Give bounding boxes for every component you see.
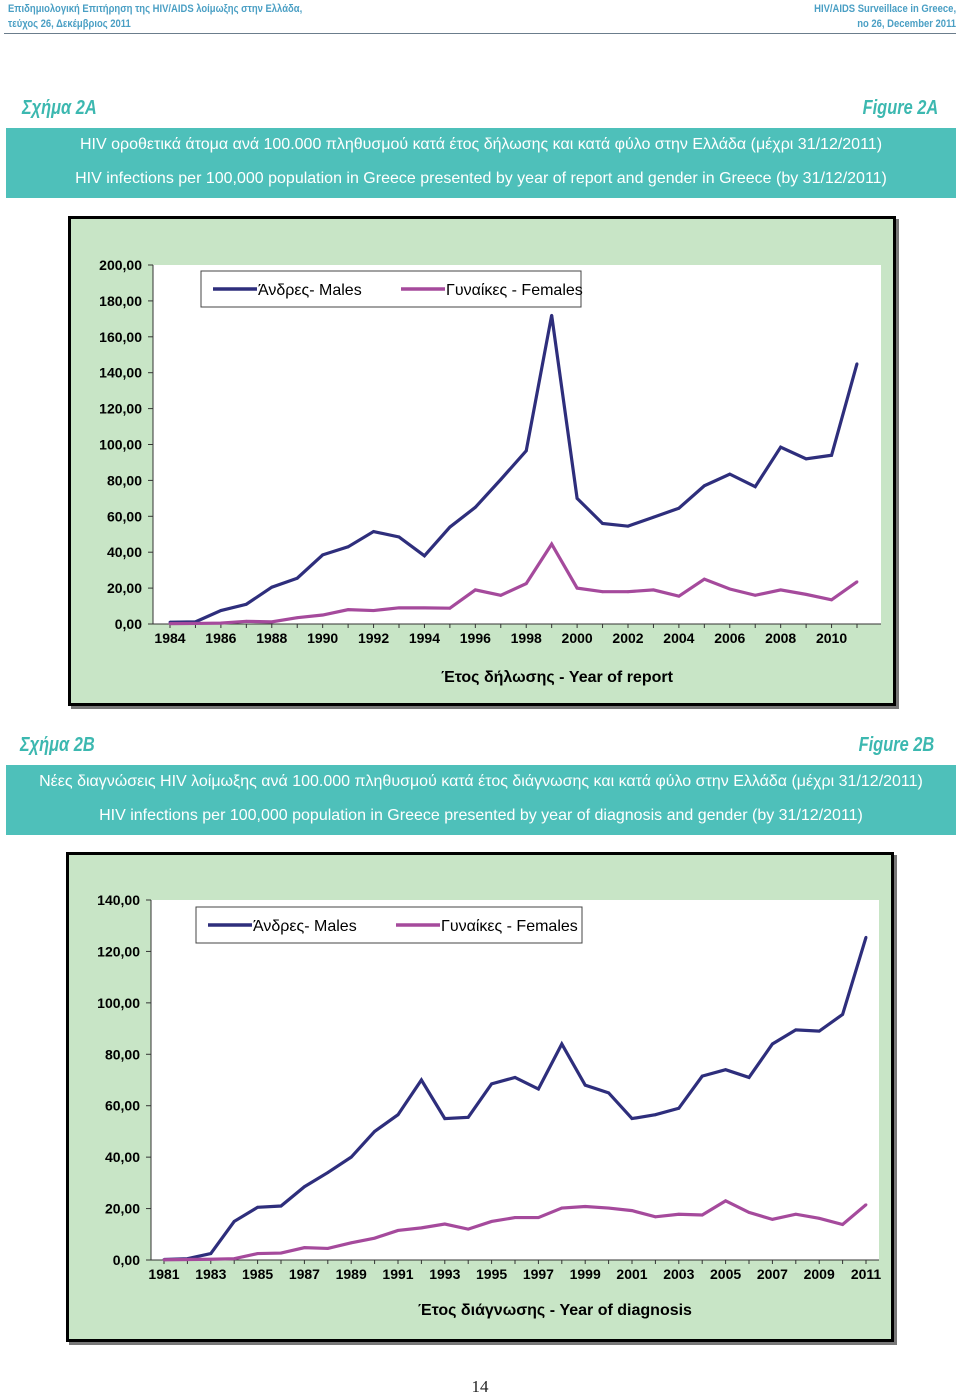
figure-2b-caption <box>6 765 956 835</box>
data-point-males <box>467 1116 470 1119</box>
y-tick-label: 140,00 <box>97 892 140 908</box>
data-point-females <box>373 1237 376 1240</box>
data-point-females <box>448 607 451 610</box>
data-point-males <box>748 1076 751 1079</box>
x-tick-label: 1989 <box>335 1266 367 1282</box>
data-point-males <box>398 536 401 539</box>
data-point-females <box>474 588 477 591</box>
data-point-males <box>420 1079 423 1082</box>
data-point-males <box>627 525 630 528</box>
data-point-males <box>321 553 324 556</box>
data-point-females <box>728 588 731 591</box>
data-point-males <box>209 1252 212 1255</box>
data-point-females <box>194 622 197 625</box>
x-tick-label: 1981 <box>148 1266 180 1282</box>
x-tick-label: 2004 <box>663 630 695 646</box>
running-header-right <box>814 2 956 32</box>
data-point-females <box>350 1241 353 1244</box>
x-tick-label: 1983 <box>195 1266 227 1282</box>
chart-2b-frame <box>66 852 894 1342</box>
x-axis-title: Έτος δήλωσης - Year of report <box>441 669 673 686</box>
data-point-males <box>728 473 731 476</box>
data-point-males <box>631 1117 634 1120</box>
header-left-line2: τεύχος 26, Δεκέμβριος 2011 <box>8 18 131 30</box>
data-point-males <box>701 1075 704 1078</box>
data-point-females <box>865 1203 868 1206</box>
data-point-females <box>270 620 273 623</box>
data-point-females <box>724 1199 727 1202</box>
data-point-males <box>754 485 757 488</box>
data-point-males <box>550 314 553 317</box>
data-point-females <box>584 1205 587 1208</box>
data-point-females <box>347 608 350 611</box>
data-point-females <box>771 1218 774 1221</box>
figure-2b-caption-greek: Νέες διαγνώσεις HIV λοίμωξης ανά 100.000 πληθυσμού κατά έτος διάγνωσης και κατά φύλο στην Ελλάδα (μέχρι 31/12/2011) <box>39 773 923 790</box>
data-point-females <box>423 606 426 609</box>
figure-2a-caption-greek: HIV οροθετικά άτομα ανά 100.000 πληθυσμού κατά έτος δήλωσης και κατά φύλο στην Ελλάδα (μέχρι 31/12/2011) <box>79 136 883 153</box>
data-point-females <box>420 1226 423 1229</box>
data-point-males <box>448 526 451 529</box>
legend-label: Γυναίκες - Females <box>441 918 578 935</box>
chart-2a-svg <box>71 219 893 703</box>
data-point-males <box>514 1076 517 1079</box>
data-point-females <box>576 587 579 590</box>
data-point-females <box>601 590 604 593</box>
data-point-females <box>499 594 502 597</box>
y-tick-label: 40,00 <box>104 1149 140 1166</box>
page-number: 14 <box>471 1377 489 1396</box>
figure-2b-label-english: Figure 2B <box>858 734 934 756</box>
header-left-line1: Επιδημιολογική Επιτήρηση της HIV/AIDS λοίμωξης στην Ελλάδα, <box>8 3 303 15</box>
data-point-males <box>601 522 604 525</box>
data-point-females <box>443 1223 446 1226</box>
legend-label: Άνδρες- Males <box>258 282 362 299</box>
data-point-males <box>607 1091 610 1094</box>
data-point-females <box>701 1214 704 1217</box>
x-tick-label: 2006 <box>714 630 746 646</box>
figure-2a-label-english: Figure 2A <box>862 97 938 119</box>
page-header <box>0 0 960 36</box>
x-tick-label: 2008 <box>765 630 797 646</box>
data-point-females <box>303 1246 306 1249</box>
data-point-females <box>627 590 630 593</box>
data-point-males <box>703 484 706 487</box>
x-tick-label: 1999 <box>569 1266 601 1282</box>
data-point-females <box>748 1211 751 1214</box>
data-point-males <box>219 609 222 612</box>
data-point-females <box>245 620 248 623</box>
data-point-males <box>397 1113 400 1116</box>
data-point-males <box>677 507 680 510</box>
y-tick-label: 60,00 <box>106 508 142 525</box>
data-point-females <box>652 588 655 591</box>
data-point-females <box>537 1216 540 1219</box>
data-point-males <box>245 603 248 606</box>
y-tick-label: 120,00 <box>97 943 140 960</box>
data-point-males <box>652 516 655 519</box>
data-point-males <box>724 1068 727 1071</box>
data-point-females <box>779 588 782 591</box>
x-tick-label: 1991 <box>382 1266 414 1282</box>
data-point-females <box>296 616 299 619</box>
data-point-males <box>350 1156 353 1159</box>
data-point-males <box>372 530 375 533</box>
data-point-males <box>303 1185 306 1188</box>
data-point-females <box>607 1207 610 1210</box>
data-point-females <box>186 1258 189 1261</box>
data-point-females <box>163 1258 166 1261</box>
data-point-females <box>677 595 680 598</box>
y-tick-label: 0,00 <box>112 1252 140 1268</box>
data-point-males <box>805 457 808 460</box>
data-point-males <box>490 1082 493 1085</box>
data-point-males <box>856 362 859 365</box>
data-point-females <box>326 1247 329 1250</box>
data-point-females <box>256 1252 259 1255</box>
x-tick-label: 1990 <box>307 630 339 646</box>
y-tick-label: 40,00 <box>106 544 142 561</box>
y-tick-label: 0,00 <box>114 616 142 632</box>
x-tick-label: 1996 <box>459 630 491 646</box>
data-point-females <box>398 606 401 609</box>
x-tick-label: 1993 <box>429 1266 461 1282</box>
y-tick-label: 100,00 <box>99 436 142 453</box>
x-tick-label: 1988 <box>256 630 288 646</box>
legend-label: Άνδρες- Males <box>253 918 357 935</box>
data-point-males <box>280 1205 283 1208</box>
figure-2a-caption <box>6 128 956 198</box>
data-point-males <box>296 577 299 580</box>
data-point-females <box>818 1217 821 1220</box>
data-point-males <box>499 478 502 481</box>
data-point-males <box>654 1113 657 1116</box>
figure-2a-caption-english: HIV infections per 100,000 population in Greece presented by year of report and gender in Greece (by 31/12/2011) <box>75 170 887 187</box>
data-point-females <box>703 578 706 581</box>
data-point-females <box>631 1209 634 1212</box>
x-tick-label: 2000 <box>561 630 593 646</box>
x-tick-label: 1984 <box>154 630 186 646</box>
data-point-males <box>256 1206 259 1209</box>
data-point-females <box>169 622 172 625</box>
data-point-males <box>423 554 426 557</box>
data-point-males <box>373 1130 376 1133</box>
figure-2b-label-greek: Σχήμα 2B <box>20 734 95 756</box>
y-tick-label: 80,00 <box>106 472 142 489</box>
figure-2a-label-greek: Σχήμα 2A <box>22 97 97 119</box>
data-point-females <box>514 1216 517 1219</box>
data-point-females <box>856 580 859 583</box>
data-point-females <box>233 1257 236 1260</box>
data-point-males <box>677 1107 680 1110</box>
header-right-line1: HIV/AIDS Surveillace in Greece, <box>814 3 956 15</box>
y-tick-label: 80,00 <box>104 1046 140 1063</box>
data-point-males <box>794 1028 797 1031</box>
x-tick-label: 1998 <box>510 630 542 646</box>
data-point-males <box>771 1043 774 1046</box>
data-point-females <box>677 1213 680 1216</box>
data-point-males <box>525 449 528 452</box>
y-tick-label: 140,00 <box>99 364 142 381</box>
y-tick-label: 20,00 <box>106 580 142 597</box>
data-point-males <box>560 1043 563 1046</box>
data-point-females <box>550 543 553 546</box>
header-rule <box>4 33 956 34</box>
data-point-females <box>841 1223 844 1226</box>
data-point-males <box>233 1220 236 1223</box>
data-point-males <box>584 1084 587 1087</box>
data-point-females <box>830 598 833 601</box>
x-tick-label: 2009 <box>803 1266 835 1282</box>
data-point-females <box>219 622 222 625</box>
x-tick-label: 1992 <box>357 630 390 646</box>
data-point-females <box>280 1252 283 1255</box>
data-point-females <box>321 614 324 617</box>
data-point-females <box>754 594 757 597</box>
data-point-males <box>841 1013 844 1016</box>
figure-2b-caption-english: HIV infections per 100,000 population in Greece presented by year of diagnosis and gender (by 31/12/2011) <box>99 807 863 824</box>
x-tick-label: 2007 <box>756 1266 788 1282</box>
data-point-males <box>576 497 579 500</box>
data-point-males <box>537 1088 540 1091</box>
data-point-females <box>490 1220 493 1223</box>
x-tick-label: 1987 <box>288 1266 320 1282</box>
chart-2b-svg <box>69 855 891 1339</box>
data-point-males <box>779 446 782 449</box>
data-point-males <box>474 506 477 509</box>
data-point-females <box>397 1229 400 1232</box>
data-point-females <box>209 1258 212 1261</box>
data-point-males <box>270 586 273 589</box>
plot-area <box>153 265 881 624</box>
x-tick-label: 1995 <box>476 1266 508 1282</box>
data-point-males <box>326 1171 329 1174</box>
data-point-females <box>654 1215 657 1218</box>
chart-2a-frame <box>68 216 896 706</box>
x-tick-label: 1986 <box>205 630 237 646</box>
x-tick-label: 1994 <box>408 630 441 646</box>
x-tick-label: 2011 <box>850 1266 882 1282</box>
x-tick-label: 2002 <box>612 630 644 646</box>
x-tick-label: 1985 <box>242 1266 274 1282</box>
y-tick-label: 100,00 <box>97 994 140 1011</box>
data-point-males <box>818 1030 821 1033</box>
y-tick-label: 120,00 <box>99 400 142 417</box>
legend-label: Γυναίκες - Females <box>446 282 583 299</box>
data-point-males <box>830 454 833 457</box>
data-point-males <box>865 936 868 939</box>
x-tick-label: 2003 <box>663 1266 695 1282</box>
y-tick-label: 20,00 <box>104 1200 140 1217</box>
x-tick-label: 1997 <box>522 1266 554 1282</box>
data-point-females <box>467 1228 470 1231</box>
data-point-males <box>443 1117 446 1120</box>
data-point-females <box>794 1213 797 1216</box>
x-axis-title: Έτος διάγνωσης - Year of diagnosis <box>418 1302 692 1319</box>
data-point-males <box>347 545 350 548</box>
header-right-line2: no 26, December 2011 <box>857 18 956 30</box>
y-tick-label: 60,00 <box>104 1097 140 1114</box>
data-point-females <box>560 1207 563 1210</box>
data-point-females <box>372 609 375 612</box>
x-tick-label: 2010 <box>815 630 848 646</box>
running-header-left <box>8 2 302 32</box>
y-tick-label: 160,00 <box>99 328 142 345</box>
y-tick-label: 200,00 <box>99 257 142 273</box>
data-point-females <box>805 593 808 596</box>
y-tick-label: 180,00 <box>99 292 142 309</box>
x-tick-label: 2001 <box>616 1266 648 1282</box>
data-point-females <box>525 582 528 585</box>
x-tick-label: 2005 <box>710 1266 742 1282</box>
